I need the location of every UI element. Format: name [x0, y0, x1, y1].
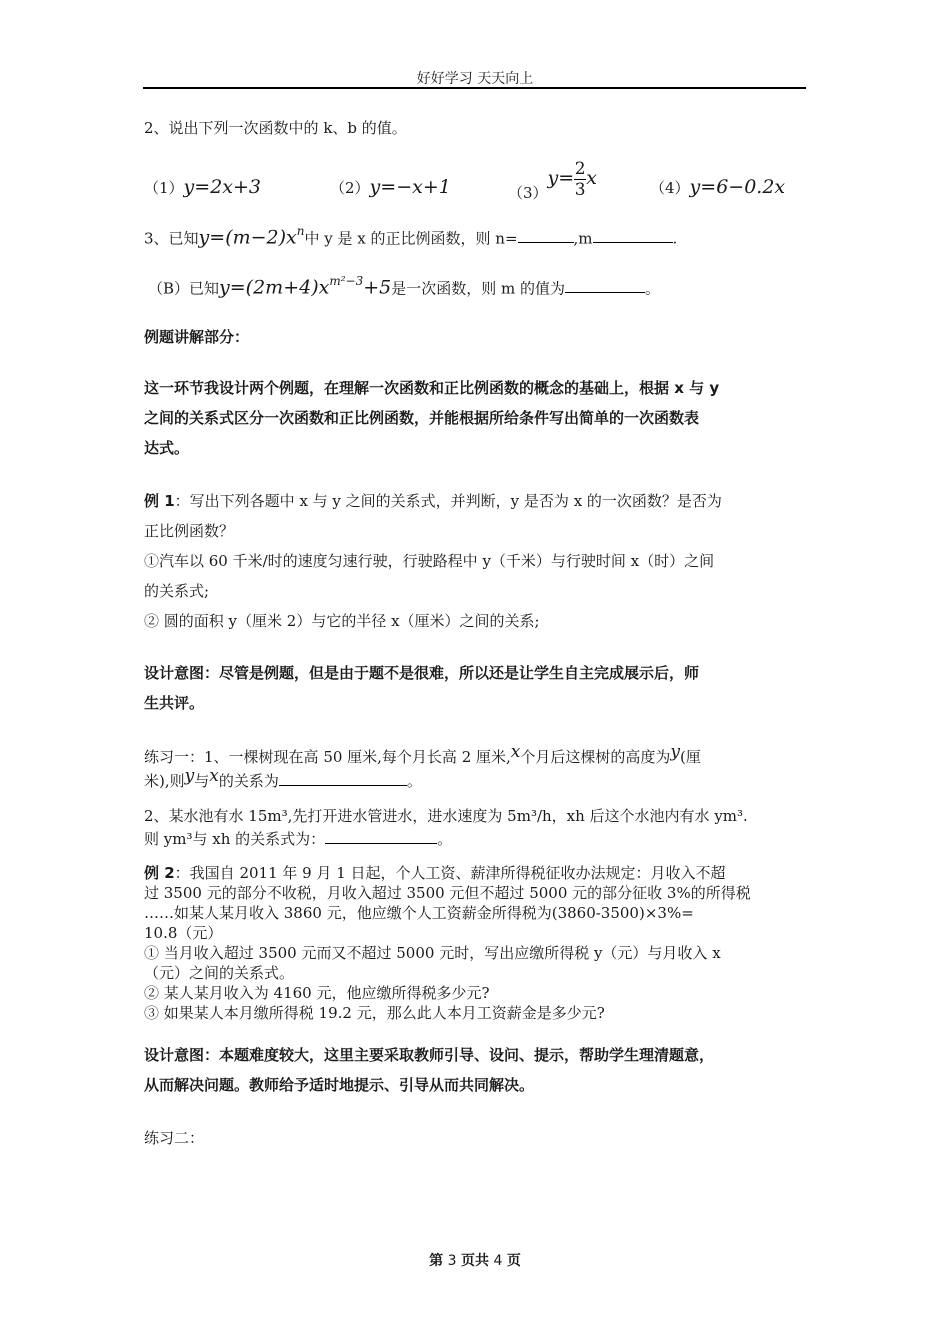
practice1-text-e: 与	[194, 772, 210, 790]
intro-line-1: 这一环节我设计两个例题，在理解一次函数和正比例函数的概念的基础上，根据 x 与 y	[144, 379, 720, 397]
practice1-line-2	[144, 766, 422, 791]
answer-blank-m[interactable]	[593, 228, 673, 243]
var-x: x	[510, 742, 521, 762]
q2-prompt: 2、说出下列一次函数中的 k、b 的值。	[144, 119, 407, 137]
q3-exponent: n	[296, 224, 305, 238]
q3b-exponent: m²−3	[329, 274, 364, 288]
q3b-prefix: （B）已知	[148, 279, 220, 298]
q3-prefix: 3、已知	[144, 229, 199, 248]
design-intent-1-line-2: 生共评。	[144, 694, 205, 712]
footer-prefix: 第	[429, 1253, 444, 1269]
example1-line-5: ② 圆的面积 y（厘米 2）与它的半径 x（厘米）之间的关系;	[144, 612, 540, 630]
answer-blank-relation[interactable]	[279, 771, 407, 786]
example1-line-3: ①汽车以 60 千米/时的速度匀速行驶，行驶路程中 y（千米）与行驶时间 x（时）之间	[144, 552, 715, 570]
q2-item-4	[650, 176, 785, 198]
q2-item-num: （3）	[508, 184, 548, 202]
practice2-text: 则 ym³与 xh 的关系式为：	[144, 830, 326, 848]
practice1-line-1	[144, 742, 701, 767]
example2-line-3: ……如某人某月收入 3860 元，他应缴个人工资薪金所得税为(3860-3500)×3%=	[144, 904, 694, 922]
example2-text: ：我国自 2011 年 9 月 1 日起，个人工资、薪津所得税征收办法规定：月收入不超	[174, 864, 726, 882]
practice1-text-a: 练习一：1、一棵树现在高 50 厘米,每个月长高 2 厘米,	[144, 748, 511, 766]
answer-blank-relation[interactable]	[325, 829, 437, 844]
q3b-mid: 是一次函数，则 m 的值为	[391, 279, 566, 298]
q3b-expr-b: +5	[363, 276, 392, 299]
fraction-numerator: 2	[574, 159, 586, 179]
practice1-text-f: 的关系为	[218, 772, 279, 790]
q2-item-num: （2）	[330, 179, 370, 197]
practice1-text-d: 米),则	[144, 772, 185, 790]
q3-expr: y=(m−2)x	[198, 226, 297, 249]
example2-line-7: ② 某人某月收入为 4160 元，他应缴所得税多少元?	[144, 984, 490, 1002]
var-x: x	[209, 766, 219, 786]
footer-mid: 页共	[461, 1253, 489, 1269]
var-y: y	[670, 742, 681, 762]
q3-mid: 中 y 是 x 的正比例函数，则 n=	[304, 229, 518, 248]
q2-item-num: （4）	[650, 179, 690, 197]
example1-line-1	[144, 490, 722, 511]
q3b-line	[148, 276, 660, 298]
footer-page-number: 3	[447, 1253, 457, 1269]
q2-item-expr: y=−x+1	[369, 176, 451, 198]
intro-line-2: 之间的关系式区分一次函数和正比例函数，并能根据所给条件写出简单的一次函数表	[144, 409, 700, 427]
q2-item-expr: y=6−0.2x	[689, 176, 786, 198]
q3-comma: ,m	[573, 229, 593, 248]
q2-item-num: （1）	[144, 179, 184, 197]
footer-total-pages: 4	[493, 1253, 503, 1269]
practice-two-heading: 练习二：	[144, 1129, 205, 1147]
q2-item-3	[508, 160, 597, 203]
page-footer	[0, 1250, 950, 1270]
design-intent-2-line-1: 设计意图：本题难度较大，这里主要采取教师引导、设问、提示，帮助学生理清题意，	[144, 1046, 715, 1064]
example2-line-8: ③ 如果某人本月缴所得税 19.2 元，那么此人本月工资薪金是多少元?	[144, 1004, 605, 1022]
fraction-denominator: 3	[574, 180, 586, 200]
example2-line-2: 过 3500 元的部分不收税，月收入超过 3500 元但不超过 5000 元的部分征收 3%的所得税	[144, 884, 751, 902]
practice1-text-c: (厘	[680, 748, 701, 766]
q2-item-expr: y=2x+3	[183, 176, 262, 198]
answer-blank-n[interactable]	[518, 228, 574, 243]
q3-end: .	[672, 229, 678, 248]
q2-item-var: x	[586, 167, 597, 189]
section-heading: 例题讲解部分：	[144, 328, 250, 346]
q3-line	[144, 226, 677, 248]
design-intent-2-line-2: 从而解决问题。教师给予适时地提示、引导从而共同解决。	[144, 1076, 535, 1094]
header-rule	[143, 87, 806, 89]
example1-text: ：写出下列各题中 x 与 y 之间的关系式，并判断，y 是否为 x 的一次函数？是否为	[174, 492, 722, 510]
fraction	[574, 160, 586, 199]
example2-line-4: 10.8（元）	[144, 924, 223, 942]
practice1-text-b: 个月后这棵树的高度为	[520, 748, 671, 766]
q3b-end: 。	[645, 279, 661, 298]
example2-line-6: （元）之间的关系式。	[144, 964, 295, 982]
example1-line-4: 的关系式;	[144, 582, 210, 600]
example2-label: 例 2	[144, 864, 175, 882]
example1-line-2: 正比例函数？	[144, 522, 235, 540]
footer-suffix: 页	[506, 1253, 521, 1269]
practice1-end: 。	[406, 772, 422, 790]
intro-line-3: 达式。	[144, 439, 190, 457]
example1-label: 例 1	[144, 492, 175, 510]
page-header-title: 好好学习 天天向上	[416, 71, 534, 87]
q2-item-2	[330, 176, 451, 198]
answer-blank-m[interactable]	[565, 278, 645, 293]
practice2-end: 。	[437, 830, 453, 848]
design-intent-1-line-1: 设计意图：尽管是例题，但是由于题不是很难，所以还是让学生自主完成展示后，师	[144, 664, 700, 682]
example2-line-1	[144, 862, 726, 883]
q2-item-1	[144, 176, 261, 198]
q3b-expr-a: y=(2m+4)x	[219, 276, 330, 299]
practice2-line-1: 2、某水池有水 15m³,先打开进水管进水，进水速度为 5m³/h，xh 后这个水池内有水 ym³.	[144, 807, 748, 825]
var-y: y	[184, 766, 195, 786]
q2-item-lhs: y=	[547, 167, 575, 189]
practice2-line-2	[144, 828, 452, 849]
example2-line-5: ① 当月收入超过 3500 元而又不超过 5000 元时，写出应缴所得税 y（元）与月收入 x	[144, 944, 721, 962]
